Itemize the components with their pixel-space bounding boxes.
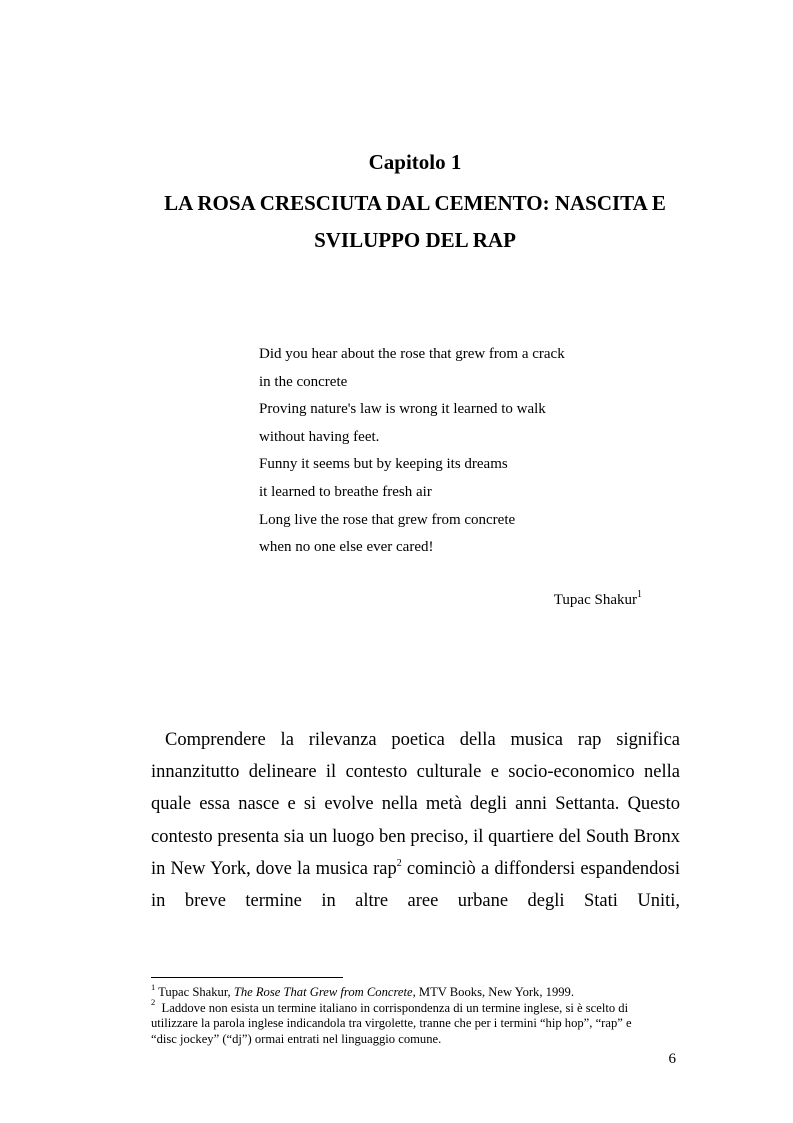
epigraph-line: it learned to breathe fresh air	[259, 483, 432, 500]
footnote-reference: 2	[396, 857, 402, 869]
chapter-title-line-1: LA ROSA CRESCIUTA DAL CEMENTO: NASCITA E	[164, 191, 666, 215]
epigraph-line: Did you hear about the rose that grew from a crack	[259, 346, 565, 362]
footnote-book-title: The Rose That Grew from Concrete	[233, 985, 413, 999]
chapter-number: Capitolo 1	[368, 150, 462, 174]
footnote-number: 1	[151, 981, 156, 992]
body-text-part-2: cominciò a diffondersi espandendosi in breve termine in altre aree urbane degli Stati Uniti,	[151, 858, 680, 912]
body-text-part-1: Comprendere la rilevanza poetica della musica rap significa innanzitutto delineare il contesto culturale e socio-economico nella quale essa nasce e si evolve nella metà degli anni Settanta. Questo contesto presenta sia un luogo ben preciso, il quartiere del South Bronx in New York, dove la musica rap	[151, 730, 680, 879]
footnote-text-line: utilizzare la parola inglese indicandola tra virgolette, tranne che per i termini “hip hop”, “rap” e	[151, 1016, 632, 1030]
body-paragraph	[151, 724, 680, 917]
epigraph-author-name: Tupac Shakur	[553, 592, 637, 608]
epigraph-author	[259, 589, 642, 611]
epigraph-line: Proving nature's law is wrong it learned to walk	[259, 401, 546, 418]
footnote-publication: , MTV Books, New York, 1999.	[412, 985, 574, 999]
epigraph	[259, 341, 679, 562]
footnote-author: Tupac Shakur,	[158, 985, 234, 999]
footnote-1	[151, 981, 680, 1001]
chapter-heading	[150, 148, 680, 259]
chapter-title	[150, 185, 680, 259]
page-number: 6	[668, 1051, 676, 1067]
footnote-divider	[151, 977, 343, 978]
footnote-reference: 1	[637, 589, 642, 600]
footnote-text-line: “disc jockey” (“dj”) ormai entrati nel linguaggio comune.	[151, 1031, 442, 1046]
footnote-text-line: Laddove non esista un termine italiano in corrispondenza di un termine inglese, si è scelto di	[161, 1000, 629, 1015]
footnote-2	[151, 997, 680, 1048]
footnotes	[151, 981, 680, 1047]
epigraph-line: Funny it seems but by keeping its dreams	[259, 456, 508, 473]
chapter-title-line-2: SVILUPPO DEL RAP	[314, 228, 516, 252]
epigraph-line: Long live the rose that grew from concrete	[259, 511, 516, 528]
footnote-number: 2	[151, 997, 156, 1008]
epigraph-line: in the concrete	[259, 373, 348, 390]
epigraph-line: without having feet.	[259, 428, 380, 445]
epigraph-line: when no one else ever cared!	[259, 539, 434, 556]
